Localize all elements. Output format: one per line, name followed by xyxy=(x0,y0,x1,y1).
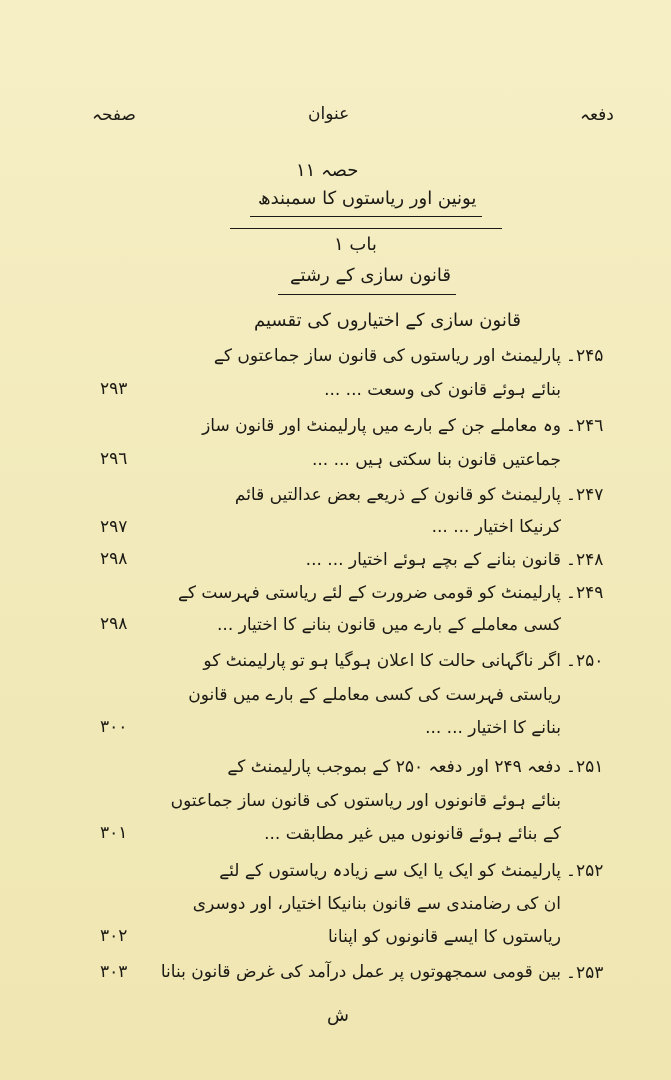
entry-line: دفعہ ۲۴۹ اور دفعہ ۲۵۰ کے بموجب پارلیمنٹ کے xyxy=(227,757,561,777)
entry-line: وہ معاملے جن کے بارے میں پارلیمنٹ اور قانون ساز xyxy=(202,416,561,436)
section-number: ۲۴۵۔ xyxy=(566,346,604,366)
entry-line: پارلیمنٹ کو قومی ضرورت کے لئے ریاستی فہرست کے xyxy=(177,583,561,603)
section-number: ۲۵۳۔ xyxy=(566,963,604,983)
page-number: ۲۹۸ xyxy=(100,614,128,634)
page-number: ۳۰۰ xyxy=(100,717,128,737)
section-number: ۲۴۸۔ xyxy=(566,550,604,570)
page-number: ۳۰۲ xyxy=(100,926,128,946)
page-number: ۲۹۷ xyxy=(100,517,128,537)
footer-page-letter: ش xyxy=(327,1005,349,1026)
section-number: ۲۴٦۔ xyxy=(566,416,604,436)
entry-line: بنانے کا اختیار ... ... xyxy=(425,718,561,738)
entry-line: کے بنائے ہوئے قانونوں میں غیر مطابقت ... xyxy=(264,824,561,844)
entry-line: قانون بنانے کے بچے ہوئے اختیار ... ... xyxy=(305,550,561,570)
subheading: قانون سازی کے اختیاروں کی تقسیم xyxy=(254,310,521,331)
page-number: ۳۰۳ xyxy=(100,962,128,982)
section-divider xyxy=(230,228,502,229)
entry-line: کرنیکا اختیار ... ... xyxy=(431,517,561,537)
entry-line: ریاستی فہرست کی کسی معاملے کے بارے میں قانون xyxy=(188,685,561,705)
chapter-label: باب ۱ xyxy=(334,234,377,255)
section-number: ۲۵۲۔ xyxy=(566,861,604,881)
section-number: ۲۵۱۔ xyxy=(566,757,604,777)
part-title-underline xyxy=(250,216,482,217)
entry-line: بنائے ہوئے قانونوں اور ریاستوں کی قانون ساز جماعتوں xyxy=(170,791,561,811)
entry-line: بنائے ہوئے قانون کی وسعت ... ... xyxy=(324,380,561,400)
page-number: ۲۹٦ xyxy=(100,449,128,469)
page-number: ۳۰۱ xyxy=(100,823,128,843)
section-number: ۲۵۰۔ xyxy=(566,651,604,671)
section-number: ۲۴۷۔ xyxy=(566,485,604,505)
column-header-page: صفحہ xyxy=(92,105,136,125)
entry-line: پارلیمنٹ کو قانون کے ذریعے بعض عدالتیں قائم xyxy=(234,485,561,505)
part-title: یونین اور ریاستوں کا سمبندھ xyxy=(258,188,477,209)
page-number: ۲۹۳ xyxy=(100,379,128,399)
entry-line: ان کی رضامندی سے قانون بنانیکا اختیار، اور دوسری xyxy=(192,894,561,914)
part-label: حصہ ۱۱ xyxy=(296,160,359,181)
chapter-title: قانون سازی کے رشتے xyxy=(290,265,451,286)
page-number: ۲۹۸ xyxy=(100,549,128,569)
entry-line: کسی معاملے کے بارے میں قانون بنانے کا اختیار ... xyxy=(217,615,561,635)
entry-line: ریاستوں کا ایسے قانونوں کو اپنانا xyxy=(327,927,561,947)
entry-line: پارلیمنٹ اور ریاستوں کی قانون ساز جماعتوں کے xyxy=(213,346,561,366)
entry-line: جماعتیں قانون بنا سکتی ہیں ... ... xyxy=(311,450,561,470)
column-header-section: دفعہ xyxy=(580,105,614,125)
entry-line: پارلیمنٹ کو ایک یا ایک سے زیادہ ریاستوں کے لئے xyxy=(219,861,561,881)
column-header-title: عنوان xyxy=(308,104,350,124)
section-number: ۲۴۹۔ xyxy=(566,583,604,603)
entry-line: بین قومی سمجھوتوں پر عمل درآمد کی غرض قانون بنانا xyxy=(160,962,561,982)
entry-line: اگر ناگہانی حالت کا اعلان ہوگیا ہو تو پارلیمنٹ کو xyxy=(203,651,561,671)
chapter-title-underline xyxy=(278,294,456,295)
